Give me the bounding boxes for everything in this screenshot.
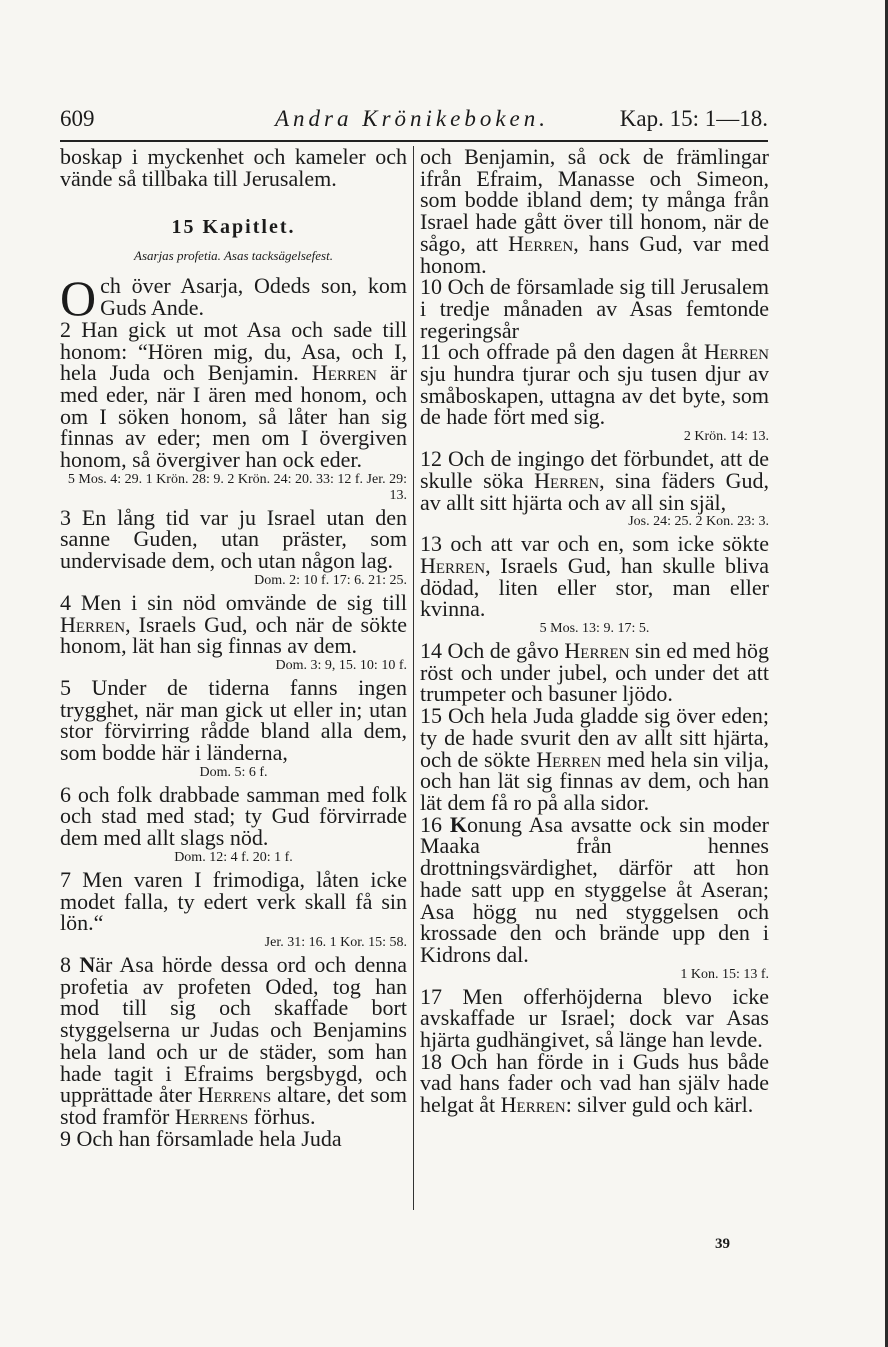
chapter-reference: Kap. 15: 1—18.	[619, 106, 768, 131]
page-header	[60, 106, 768, 140]
running-title: Andra Krönikeboken.	[275, 106, 550, 131]
cross-reference: 5 Mos. 4: 29. 1 Krön. 28: 9. 2 Krön. 24: 20. 33: 12 f. Jer. 29: 13.	[67, 471, 407, 503]
drop-cap: O	[60, 269, 97, 326]
divine-name: Herren	[564, 638, 630, 664]
divine-name: Herren	[60, 611, 126, 637]
verse-5: 5 Under de tiderna fanns ingen trygghet, när man gick ut eller in; utan stor förvirring rådde bland alla dem, som bodde här i länderna,	[60, 674, 407, 766]
intro-text: boskap i myckenhet och kameler och vände så tillbaka till Jerusalem.	[60, 144, 407, 191]
verse-4: 4 Men i sin nöd omvände de sig till Herren, Israels Gud, och när de sökte honom, lät han sig finnas av dem.	[60, 589, 407, 659]
verse-11: 11 och offrade på den dagen åt Herren sju hundra tjurar och sju tusen djur av småboskapen, uttagna av det byte, som de hade fört med sig.	[420, 339, 770, 430]
right-column	[420, 146, 769, 1116]
cross-reference: Dom. 3: 9, 15. 10: 10 f.	[275, 657, 407, 673]
cross-reference: Jer. 31: 16. 1 Kor. 15: 58.	[264, 934, 407, 950]
printer-signature: 39	[715, 1236, 730, 1252]
cross-reference: Dom. 12: 4 f. 20: 1 f.	[174, 849, 293, 865]
verse-12: 12 Och de ingingo det förbundet, att de skulle söka Herren, sina fäders Gud, av allt sitt hjärta och av all sin själ,	[420, 446, 769, 515]
cross-reference: 5 Mos. 13: 9. 17: 5.	[539, 621, 650, 637]
cross-reference: Jos. 24: 25. 2 Kon. 23: 3.	[628, 514, 769, 530]
verse-17: 17 Men offerhöjderna blevo icke avskaffade ur Israel; dock var Asas hjärta gudhängivet, så länge han levde.	[420, 983, 769, 1053]
verse-13: 13 och att var och en, som icke sökte Herren, Israels Gud, han skulle bliva dödad, liten eller stor, man eller kvinna.	[420, 531, 769, 622]
divine-name: Herren	[703, 339, 770, 365]
divine-name: Herren	[508, 230, 574, 256]
cross-reference: Dom. 2: 10 f. 17: 6. 21: 25.	[254, 572, 407, 588]
verse-7: 7 Men varen I frimodiga, låten icke modet falla, ty edert verk skall få sin lön.“	[60, 866, 407, 936]
verse-2: 2 Han gick ut mot Asa och sade till honom: “Hören mig, du, Asa, och I, hela Juda och Benjamin. Herren är med eder, när I ären med honom, och om I söken honom, så låter han sig finnas av eder; men om I övergiven honom, så övergiver han ock eder.	[60, 316, 407, 473]
divine-name: Herren	[536, 746, 602, 772]
verse-3: 3 En lång tid var ju Israel utan den sanne Guden, utan präster, som undervisade dem, och utan någon lag.	[60, 504, 407, 574]
verse-16: 16 Konung Asa avsatte ock sin moder Maaka från hennes drottningsvärdighet, därför att hon hade satt upp en styggelse åt Aseran; Asa högg nu ned styggelsen och krossade den och brände upp den i Kidrons dal.	[420, 811, 769, 967]
verse-9: 9 Och han församlade hela Juda	[60, 1125, 342, 1151]
divine-name: Herrens	[174, 1103, 249, 1129]
divine-name: Herren	[420, 552, 486, 578]
divine-name: Herrens	[197, 1082, 272, 1108]
cross-reference: 1 Kon. 15: 13 f.	[680, 966, 769, 982]
chapter-title: 15 Kapitlet.	[171, 216, 296, 239]
verse-9-continued: och Benjamin, så ock de främlingar ifrån Efraim, Manasse och Simeon, som bodde ibland dem; ty många från Israel hade gått över till honom, när de sågo, att Herren, hans Gud, var med honom.	[420, 144, 769, 278]
verse-15: 15 Och hela Juda gladde sig över eden; ty de hade svurit den av allt sitt hjärta, och de sökte Herren med hela sin vilja, och han lät sig finnas av dem, och han lät dem få ro på alla sidor.	[420, 703, 770, 815]
verse-8: 8 När Asa hörde dessa ord och denna profetia av profeten Oded, tog han mod till sig och skaffade bort styggelserna ur Judas och Benjamins hela land och ur de städer, som han hade tagit i Efraims bergsbygd, och upprättade åter Herrens altare, det som stod framför Herrens förhus.	[60, 951, 408, 1129]
divine-name: Herren	[534, 467, 600, 493]
verse-18: 18 Och han förde in i Guds hus både vad hans fader och vad han själv hade helgat åt Herren: silver guld och kärl.	[420, 1048, 769, 1118]
cross-reference: 2 Krön. 14: 13.	[683, 429, 769, 445]
column-divider	[413, 146, 414, 1210]
verse-6: 6 och folk drabbade samman med folk och stad med stad; ty Gud förvirrade dem med allt slags nöd.	[60, 781, 407, 851]
verse-14: 14 Och de gåvo Herren sin ed med hög röst och under jubel, och under det att trumpeter och basuner ljödo.	[420, 638, 770, 707]
cross-reference: Dom. 5: 6 f.	[199, 764, 268, 780]
left-column	[60, 146, 407, 1149]
divine-name: Herren	[311, 360, 377, 386]
chapter-summary: Asarjas profetia. Asas tacksägelsefest.	[134, 248, 333, 264]
page-number: 609	[60, 106, 95, 131]
verse-1: Och över Asarja, Odeds son, kom Guds Ande.	[60, 269, 407, 326]
header-rule	[60, 140, 768, 142]
divine-name: Herren	[500, 1092, 566, 1118]
verse-10: 10 Och de församlade sig till Jerusalem i tredje månaden av Asas femtonde regeringsår	[420, 274, 769, 343]
